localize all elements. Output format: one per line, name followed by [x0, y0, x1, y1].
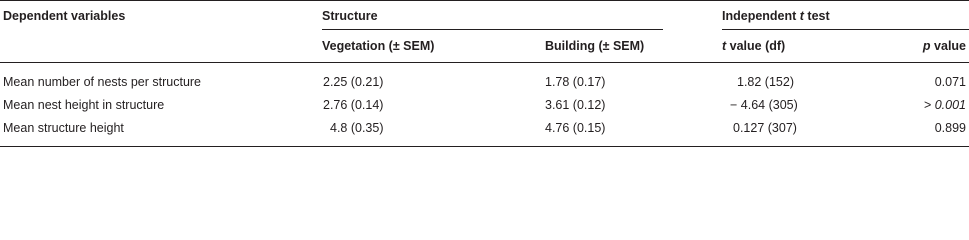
row-p-prefix: >: [923, 98, 935, 112]
header-building: Building (± SEM): [545, 39, 645, 53]
row-vegetation: 2.25 (0.21): [323, 75, 384, 89]
header-vegetation: Vegetation (± SEM): [322, 39, 435, 53]
table-bottom-rule: [0, 146, 969, 147]
row-p-value: [935, 120, 966, 136]
header-structure: Structure: [322, 9, 378, 23]
row-p-number: 0.899: [934, 121, 966, 135]
row-p-value: [935, 74, 966, 90]
header-p-value-rest: value: [930, 39, 966, 53]
row-p-number: 0.071: [934, 75, 966, 89]
row-t-value: 0.127 (307): [733, 121, 797, 135]
header-independent-prefix: Independent: [722, 9, 800, 23]
ttest-span-rule: [722, 29, 969, 30]
header-bottom-rule: [0, 62, 969, 63]
row-label: Mean nest height in structure: [3, 98, 165, 112]
table-top-rule: [0, 0, 969, 1]
row-p-number: 0.001: [934, 98, 966, 112]
header-t-value: [722, 38, 785, 54]
row-building: 1.78 (0.17): [545, 75, 606, 89]
header-independent-t-test: [722, 8, 830, 24]
header-independent-suffix: test: [803, 9, 830, 23]
row-vegetation: 2.76 (0.14): [323, 98, 384, 112]
header-p-value: [923, 38, 966, 54]
header-t-value-rest: value (df): [726, 39, 786, 53]
row-t-value: − 4.64 (305): [730, 98, 798, 112]
header-t-value-t: t: [722, 39, 727, 53]
row-t-value: 1.82 (152): [737, 75, 794, 89]
structure-span-rule: [322, 29, 663, 30]
row-label: Mean number of nests per structure: [3, 75, 202, 89]
header-p-value-p: p: [922, 39, 931, 53]
row-building: 4.76 (0.15): [545, 121, 606, 135]
row-label: Mean structure height: [3, 121, 124, 135]
row-building: 3.61 (0.12): [545, 98, 606, 112]
header-dependent-variables: Dependent variables: [3, 9, 126, 23]
row-p-value: [924, 97, 966, 113]
row-vegetation: 4.8 (0.35): [330, 121, 384, 135]
header-independent-t: t: [799, 9, 804, 23]
